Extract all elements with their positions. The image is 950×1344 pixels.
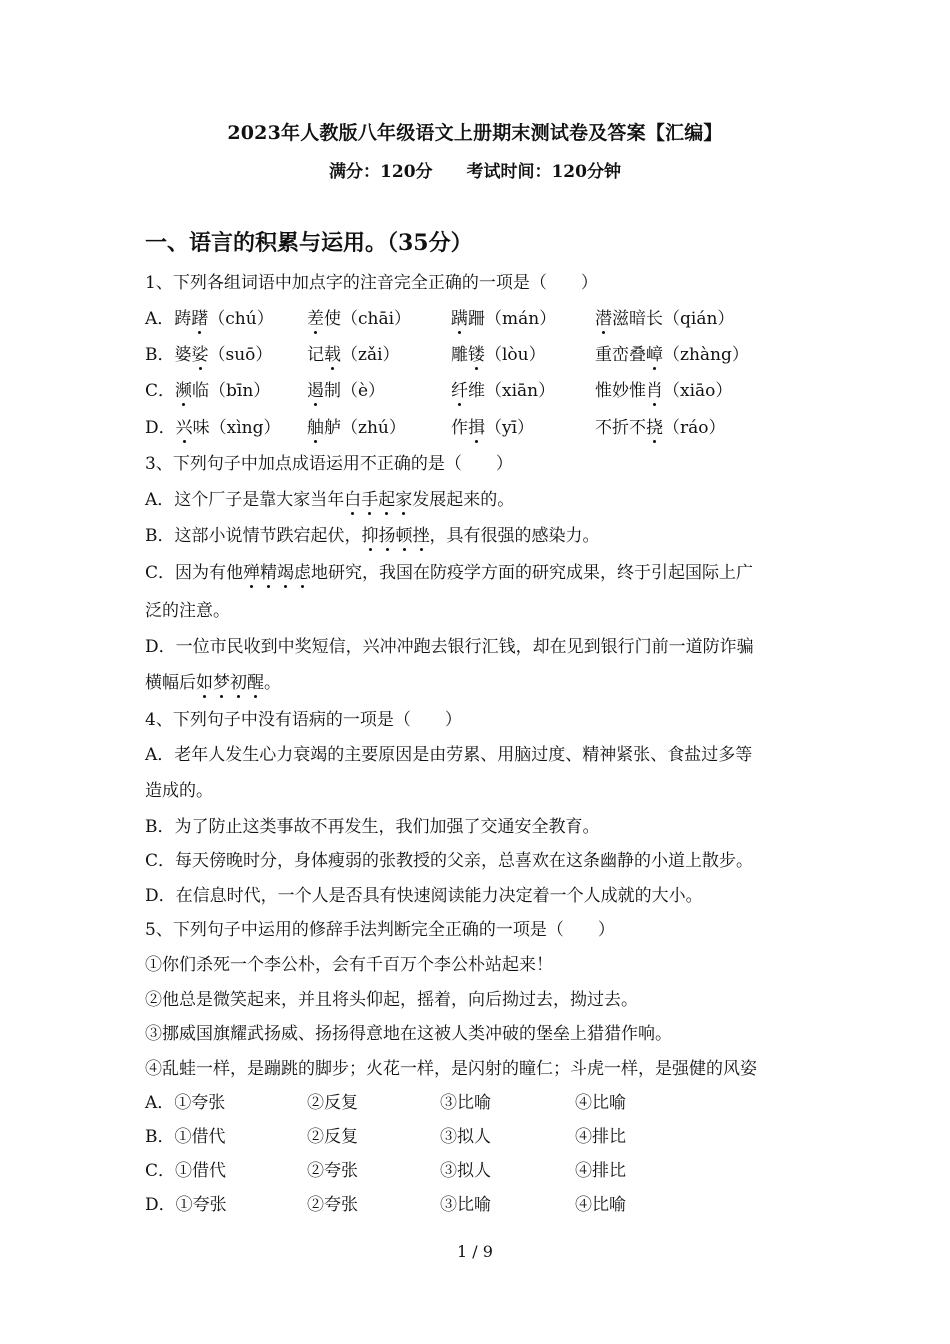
q5-sentence-2: ②他总是微笑起来，并且将头仰起，摇着，向后拗过去，拗过去。 [145,990,638,1010]
q4-option-c: C．每天傍晚时分，身体瘦弱的张教授的父亲，总喜欢在这条幽静的小道上散步。 [145,851,754,871]
q5-sentence-1: ①你们杀死一个李公朴，会有千百万个李公朴站起来！ [145,955,553,975]
q1-a-word-1: A．踌躇（chú） [145,309,274,329]
q1-b-word-1: B．婆娑（suō） [145,345,273,365]
q5-b-2: ②反复 [307,1127,358,1147]
q5-d-2: ②夸张 [307,1195,358,1215]
q4-stem: 4、下列句子中没有语病的一项是（ ） [145,710,462,730]
emphasis-char: 抑 [361,526,379,546]
q1-c-word-4: 惟妙惟肖（xiāo） [595,381,733,401]
emphasis-char: 顿 [395,526,413,546]
q5-b-4: ④排比 [575,1127,626,1147]
q4-option-b: B．为了防止这类事故不再发生，我们加强了交通安全教育。 [145,817,600,837]
q4-option-a-cont: 造成的。 [145,781,213,801]
q5-b-1: B．①借代 [145,1127,226,1147]
q5-d-3: ③比喻 [440,1195,491,1215]
q5-stem: 5、下列句子中运用的修辞手法判断完全正确的一项是（ ） [145,920,615,940]
q1-a-word-4: 潜滋暗长（qián） [595,309,735,329]
q1-c-word-1: C．濒临（bīn） [145,381,271,401]
emphasis-char: 初 [230,673,247,693]
q5-sentence-4: ④乱蛙一样，是蹦跳的脚步；火花一样，是闪射的瞳仁；斗虎一样，是强健的风姿 [145,1059,757,1079]
q3-option-a: A．这个厂子是靠大家当年白手起家发展起来的。 [145,490,515,510]
q3-option-c-cont: 泛的注意。 [145,601,230,621]
emphasis-char: 醒 [247,673,264,693]
q1-d-word-1: D．兴味（xìng） [145,418,281,438]
emphasis-char: 精 [260,563,278,583]
q1-a-word-2: 差使（chāi） [307,309,412,329]
q1-b-word-3: 雕镂（lòu） [451,345,546,365]
q1-d-word-2: 舳舻（zhú） [307,418,406,438]
dotted-phrase [362,526,430,546]
q5-c-3: ③拟人 [440,1161,491,1181]
emphasis-char: 挫 [412,526,430,546]
emphasis-char: 扬 [378,526,396,546]
dotted-phrase [243,563,311,583]
q1-b-word-4: 重峦叠嶂（zhàng） [595,345,749,365]
q5-a-3: ③比喻 [440,1093,491,1113]
q5-d-4: ④比喻 [575,1195,626,1215]
emphasis-char: 手 [361,490,379,510]
q5-c-4: ④排比 [575,1161,626,1181]
q3-option-b: B．这部小说情节跌宕起伏，抑扬顿挫，具有很强的感染力。 [145,526,600,546]
q3-option-c: C．因为有他殚精竭虑地研究，我国在防疫学方面的研究成果，终于引起国际上广 [145,563,754,583]
page-number: 1 / 9 [457,1242,493,1261]
emphasis-char: 白 [344,490,362,510]
q5-c-2: ②夸张 [307,1161,358,1181]
emphasis-char: 虑 [294,563,312,583]
q5-a-4: ④比喻 [575,1093,626,1113]
full-score: 满分：120分 [329,162,433,182]
q5-a-1: A．①夸张 [145,1093,226,1113]
q5-a-2: ②反复 [307,1093,358,1113]
page-title: 2023年人教版八年级语文上册期末测试卷及答案【汇编】 [227,122,723,144]
q4-option-d: D．在信息时代，一个人是否具有快速阅读能力决定着一个人成就的大小。 [145,886,703,906]
q1-c-word-2: 遏制（è） [307,381,386,401]
q1-d-word-4: 不折不挠（ráo） [595,418,726,438]
dotted-phrase [344,490,412,510]
q5-b-3: ③拟人 [440,1127,491,1147]
exam-meta [0,157,950,182]
emphasis-char: 竭 [277,563,295,583]
q4-option-a: A．老年人发生心力衰竭的主要原因是由劳累、用脑过度、精神紧张、食盐过多等 [145,745,753,765]
q1-c-word-3: 纤维（xiān） [451,381,556,401]
emphasis-char: 起 [378,490,396,510]
q3-option-d: D．一位市民收到中奖短信，兴冲冲跑去银行汇钱，却在见到银行门前一道防诈骗 [145,637,754,657]
q1-stem: 1、下列各组词语中加点字的注音完全正确的一项是（ ） [145,273,598,293]
q5-sentence-3: ③挪威国旗耀武扬威、扬扬得意地在这被人类冲破的堡垒上猎猎作响。 [145,1024,672,1044]
q5-c-1: C．①借代 [145,1161,227,1181]
emphasis-char: 殚 [243,563,261,583]
dotted-phrase [196,673,264,693]
q1-d-word-3: 作揖（yī） [451,418,535,438]
section-heading: 一、语言的积累与运用。（35分） [145,230,473,256]
q3-option-d-cont: 横幅后如梦初醒。 [145,673,281,693]
exam-time: 考试时间：120分钟 [466,162,621,182]
emphasis-char: 梦 [213,673,230,693]
emphasis-char: 如 [196,673,213,693]
q5-d-1: D．①夸张 [145,1195,227,1215]
q1-b-word-2: 记载（zǎi） [307,345,400,365]
q1-a-word-3: 蹒跚（mán） [451,309,557,329]
emphasis-char: 家 [395,490,413,510]
q3-stem: 3、下列句子中加点成语运用不正确的是（ ） [145,454,513,474]
